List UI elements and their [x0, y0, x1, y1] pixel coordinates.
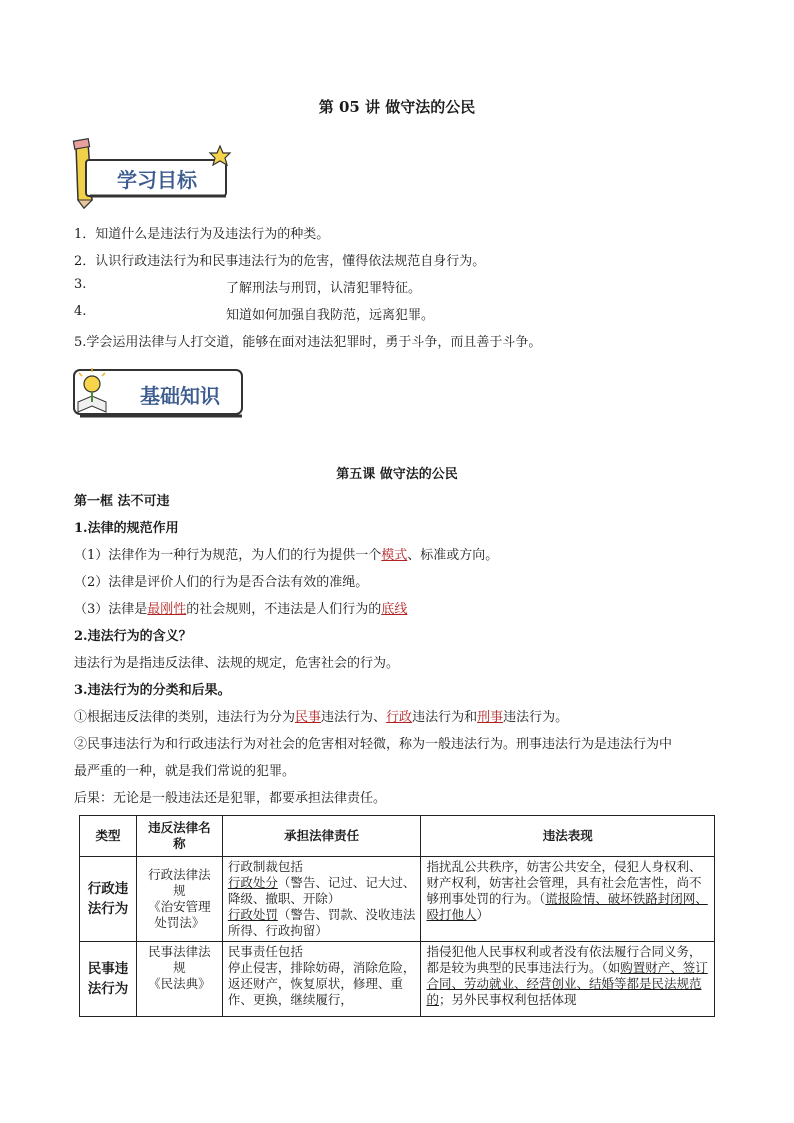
- table-row: [80, 942, 715, 1017]
- paragraph-3b-line2: 最严重的一种，就是我们常说的犯罪。: [74, 764, 296, 779]
- row1-type: 行政违法行为: [80, 857, 137, 942]
- row1-law: 行政法律法规 《治安管理处罚法》: [136, 857, 222, 942]
- table-row: [80, 857, 715, 942]
- basic-knowledge-label: 基础知识: [140, 384, 220, 408]
- objective-5: 5.学会运用法律与人打交道，能够在面对违法犯罪时，勇于斗争，而且善于斗争。: [74, 335, 542, 350]
- keyword-bottom-line: 底线: [381, 602, 408, 617]
- row1-liability: 行政制裁包括 行政处分（警告、记过、记大过、降级、撤职、开除） 行政处罚（警告、罚款、没收违法所得、行政拘留）: [222, 857, 421, 942]
- keyword-mode: 模式: [381, 548, 408, 563]
- objective-3-text: 了解刑法与刑罚，认清犯罪特征。: [226, 281, 422, 296]
- header-type: 类型: [80, 816, 137, 857]
- paragraph-2: 违法行为是指违反法律、法规的规定，危害社会的行为。: [74, 656, 400, 671]
- paragraph-1b: （2）法律是评价人们的行为是否合法有效的准绳。: [74, 575, 369, 590]
- row2-law: 民事法律法规 《民法典》: [136, 942, 222, 1017]
- violation-table: [79, 815, 715, 1017]
- objective-4-number: 4.: [74, 304, 87, 319]
- paragraph-3a: ①根据违反法律的类别，违法行为分为民事违法行为、行政违法行为和刑事违法行为。: [74, 710, 569, 725]
- row1-manifest: 指扰乱公共秩序，妨害公共安全，侵犯人身权利、财产权利，妨害社会管理，具有社会危害性，尚不够刑事处罚的行为。（谎报险情、破坏铁路封闭网、殴打他人）: [421, 857, 715, 942]
- paragraph-1c: （3）法律是最刚性的社会规则，不违法是人们行为的底线: [74, 602, 408, 617]
- lesson-heading: 第五课 做守法的公民: [336, 467, 458, 482]
- header-liability: 承担法律责任: [222, 816, 421, 857]
- objective-4-text: 知道如何加强自我防范，远离犯罪。: [226, 308, 435, 323]
- header-manifest: 违法表现: [421, 816, 715, 857]
- heading-2: 2.违法行为的含义？: [74, 629, 192, 644]
- header-law: 违反法律名称: [136, 816, 222, 857]
- row2-liability: 民事责任包括 停止侵害，排除妨碍，消除危险，返还财产，恢复原状，修理、重作、更换，继续履行，: [222, 942, 421, 1017]
- learning-goals-banner: [70, 138, 240, 210]
- row2-type: 民事违法行为: [80, 942, 137, 1017]
- objective-2: 2．认识行政违法行为和民事违法行为的危害，懂得依法规范自身行为。: [74, 254, 486, 269]
- table-header-row: [80, 816, 715, 857]
- paragraph-3b-line1: ②民事违法行为和行政违法行为对社会的危害相对轻微，称为一般违法行为。刑事违法行为是违法行为中: [74, 737, 673, 752]
- heading-3: 3.违法行为的分类和后果。: [74, 683, 231, 698]
- keyword-most-rigid: 最刚性: [147, 602, 187, 617]
- section-heading: 第一框 法不可违: [74, 494, 170, 509]
- learning-goals-label: 学习目标: [117, 168, 197, 192]
- objective-1: 1．知道什么是违法行为及违法行为的种类。: [74, 227, 330, 242]
- paragraph-3c: 后果：无论是一般违法还是犯罪，都要承担法律责任。: [74, 791, 387, 806]
- paragraph-1a: （1）法律作为一种行为规范，为人们的行为提供一个模式、标准或方向。: [74, 548, 499, 563]
- page-title: 第 05 讲 做守法的公民: [318, 98, 476, 116]
- basic-knowledge-banner: [70, 366, 246, 420]
- objective-3-number: 3.: [74, 277, 87, 292]
- heading-1: 1.法律的规范作用: [74, 521, 179, 536]
- row2-manifest: 指侵犯他人民事权利或者没有依法履行合同义务，都是较为典型的民事违法行为。（如购置财产、签订合同、劳动就业、经营创业、结婚等都是民法规范的；另外民事权利包括体现: [421, 942, 715, 1017]
